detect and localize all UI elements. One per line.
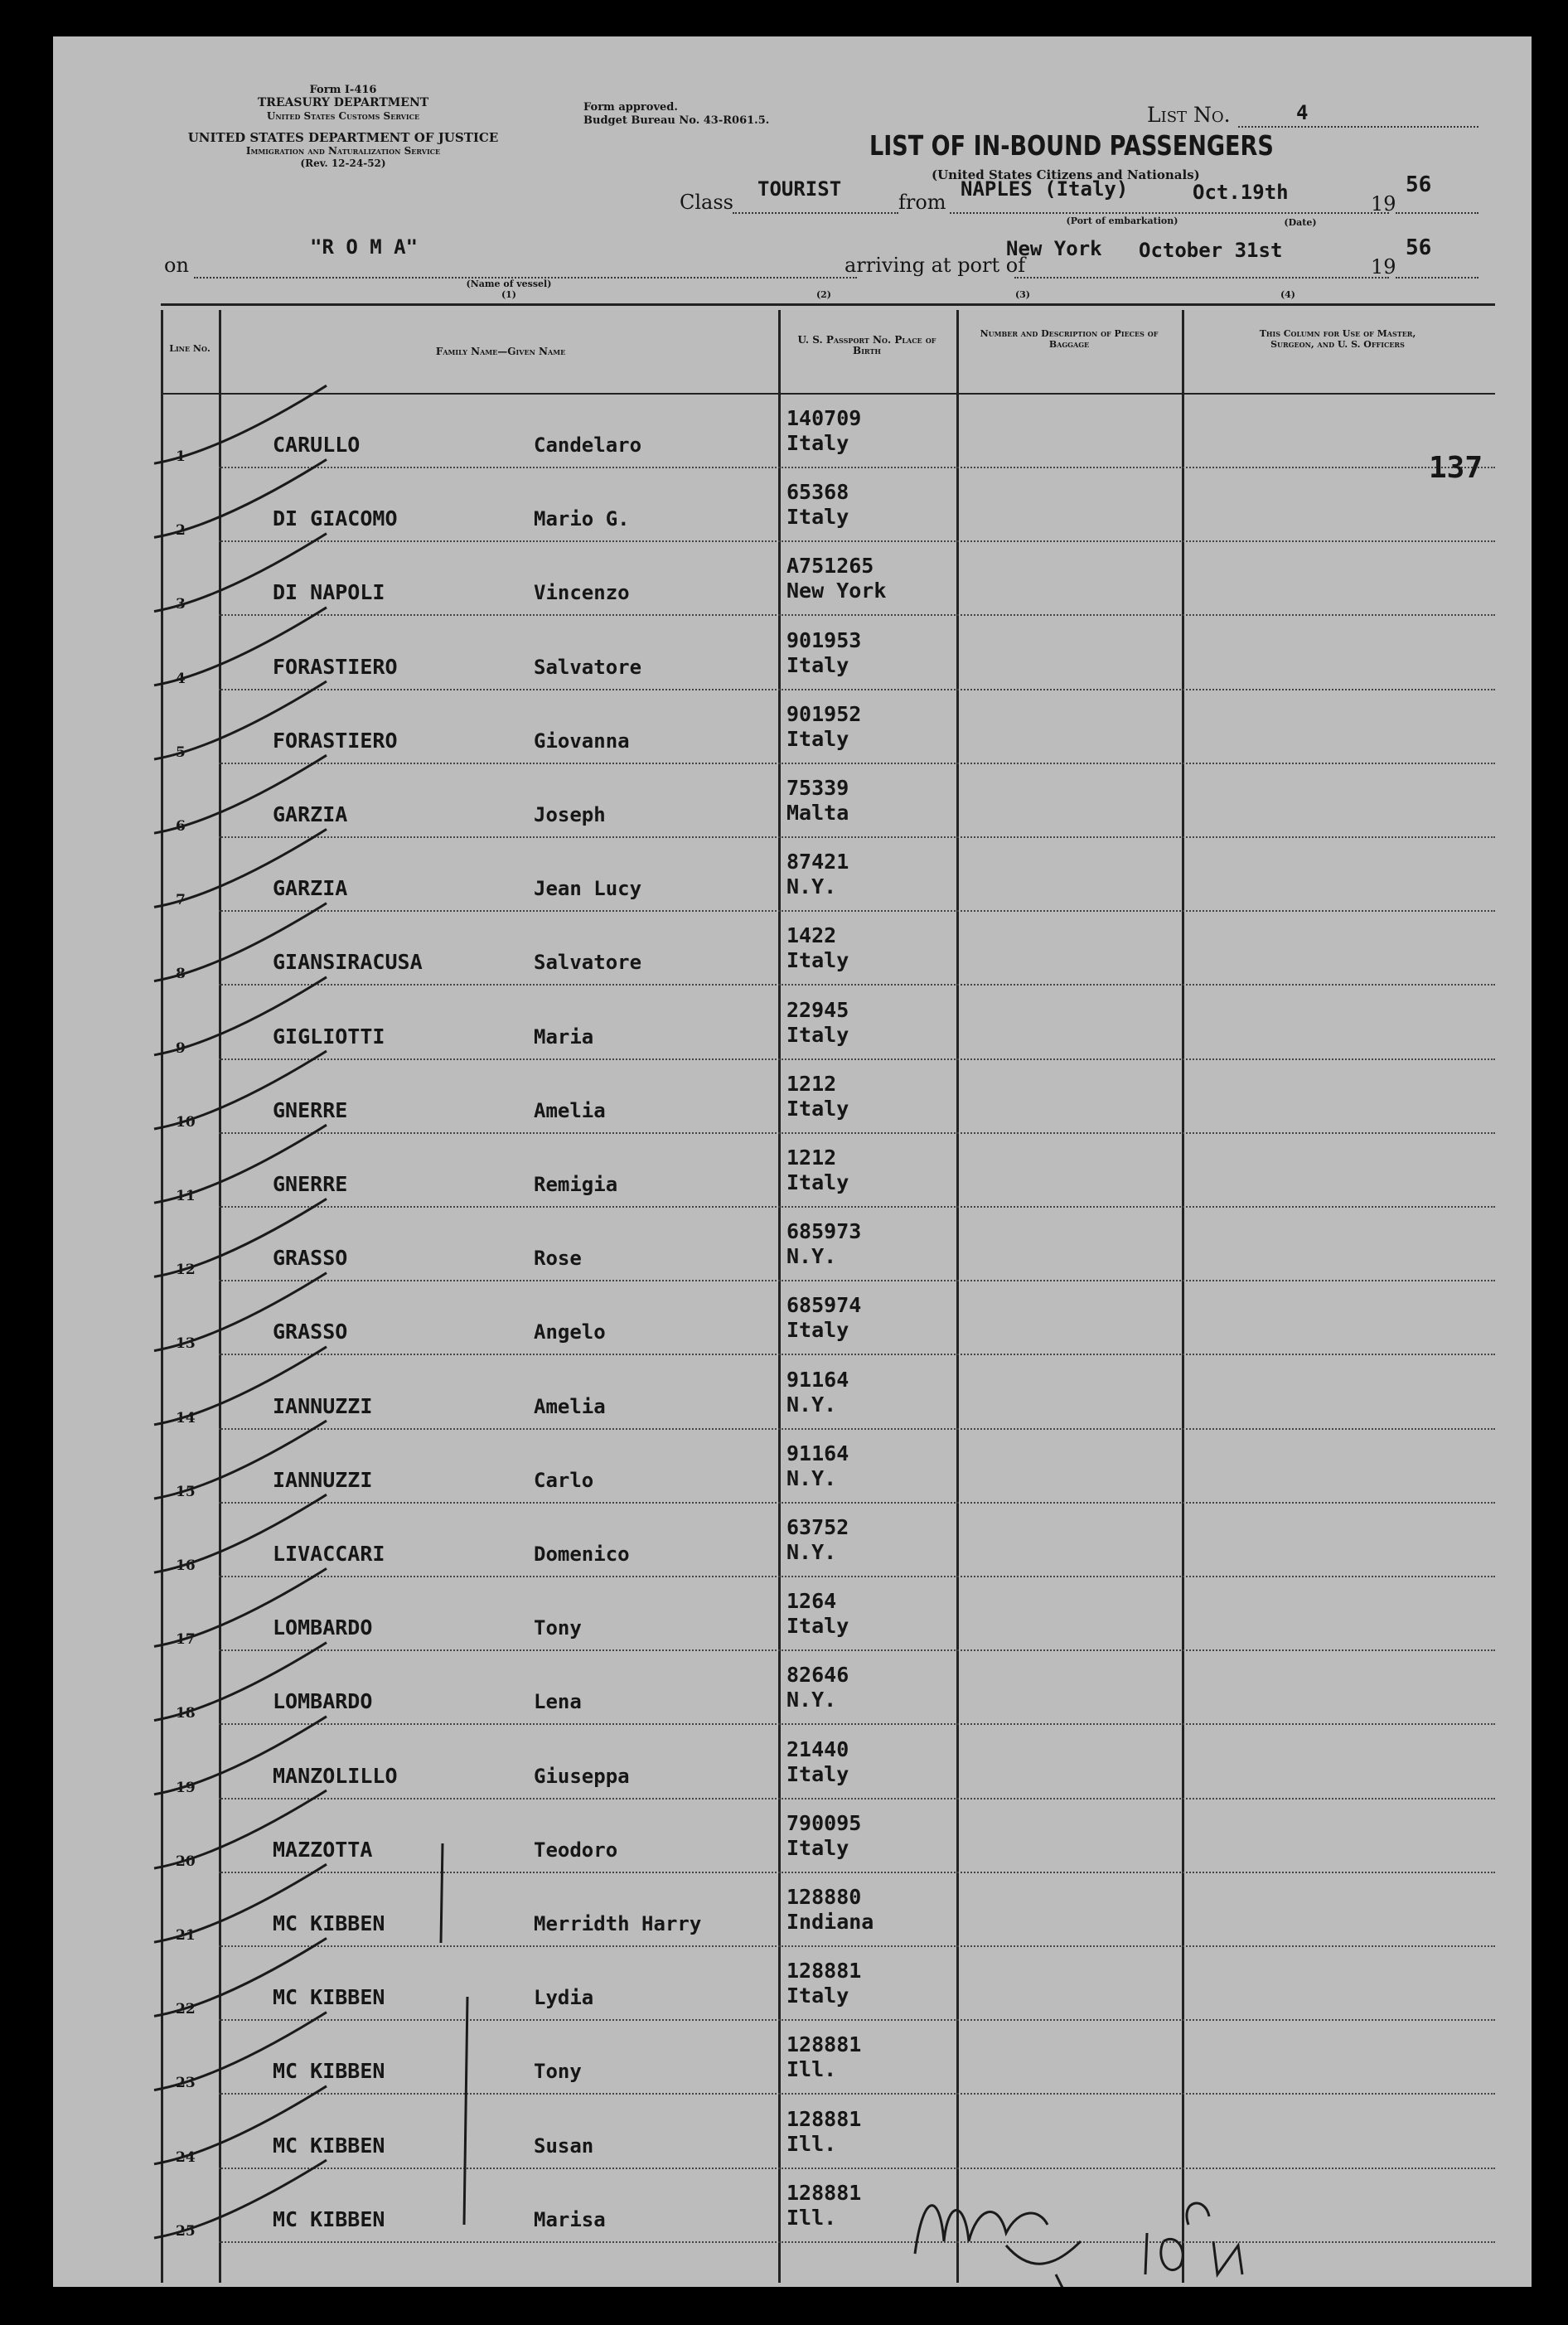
passenger-row <box>161 1208 1495 1281</box>
line-number: 25 <box>176 2222 196 2240</box>
baggage-cell <box>958 395 1180 468</box>
given-name: Tony <box>534 1616 582 1640</box>
given-name: Maria <box>534 1024 594 1049</box>
header-line-no: Line No. <box>169 343 211 354</box>
baggage-cell <box>958 764 1180 838</box>
baggage-cell <box>958 1726 1180 1799</box>
line-number: 24 <box>176 2148 196 2166</box>
passport-number: 901953 <box>786 627 862 652</box>
family-name: GNERRE <box>273 1172 348 1196</box>
place-of-birth: N.Y. <box>786 1392 837 1417</box>
place-of-birth: Italy <box>786 431 849 455</box>
year-2: 56 <box>1406 235 1432 260</box>
passport-number: 21440 <box>786 1736 849 1761</box>
baggage-cell <box>958 1430 1180 1504</box>
page-subtitle: (United States Citizens and Nationals) <box>932 167 1200 182</box>
year-1: 56 <box>1406 172 1432 197</box>
baggage-cell <box>958 1577 1180 1651</box>
justice-heading: UNITED STATES DEPARTMENT OF JUSTICE <box>187 130 499 145</box>
family-name: IANNUZZI <box>273 1467 373 1492</box>
year-line-1 <box>1396 212 1478 214</box>
table-top-rule <box>161 303 1495 306</box>
line-number: 1 <box>176 448 186 465</box>
passport-number: 91164 <box>786 1367 849 1392</box>
given-name: Joseph <box>534 803 606 826</box>
line-number: 12 <box>176 1262 196 1279</box>
passenger-row <box>161 1060 1495 1134</box>
family-name: FORASTIERO <box>273 728 398 753</box>
treasury-heading: TREASURY DEPARTMENT <box>257 96 429 109</box>
passport-number: 63752 <box>786 1515 849 1539</box>
line-number: 15 <box>176 1483 196 1500</box>
year-prefix-2: 19 <box>1371 255 1396 279</box>
on-label: on <box>164 254 189 277</box>
passenger-row <box>161 1726 1495 1799</box>
family-name: GARZIA <box>273 802 348 826</box>
place-of-birth: Italy <box>786 1170 849 1194</box>
place-of-birth: Italy <box>786 1984 849 2008</box>
passenger-row <box>161 1281 1495 1355</box>
class-label: Class <box>680 191 733 214</box>
line-number: 20 <box>176 1853 196 1870</box>
given-name: Susan <box>534 2134 594 2158</box>
arriving-label: arriving at port of <box>844 254 1026 277</box>
given-name: Candelaro <box>534 434 642 457</box>
passport-number: 128881 <box>786 1959 862 1984</box>
year-line-2 <box>1396 277 1478 279</box>
passport-number: 82646 <box>786 1663 849 1688</box>
form-approved: Form approved. <box>583 101 678 114</box>
passport-number: 75339 <box>786 776 849 800</box>
place-of-birth: Malta <box>786 801 849 825</box>
given-name: Domenico <box>534 1543 630 1566</box>
given-name: Marisa <box>534 2207 606 2231</box>
passport-number: 128881 <box>786 2032 862 2057</box>
baggage-cell <box>958 1799 1180 1873</box>
baggage-cell <box>958 1947 1180 2021</box>
line-number: 13 <box>176 1335 196 1353</box>
passport-number: 140709 <box>786 406 862 430</box>
line-number: 19 <box>176 1779 196 1796</box>
given-name: Rose <box>534 1247 582 1271</box>
baggage-cell <box>958 1504 1180 1577</box>
date-caption: (Date) <box>1284 217 1317 228</box>
manifest-sheet <box>53 36 1532 2287</box>
family-name: LOMBARDO <box>273 1689 373 1714</box>
passenger-row <box>161 1356 1495 1430</box>
budget-bureau: Budget Bureau No. 43-R061.5. <box>583 114 770 127</box>
passenger-row <box>161 764 1495 838</box>
line-number: 22 <box>176 2001 196 2018</box>
passport-number: 128881 <box>786 2180 862 2205</box>
given-name: Salvatore <box>534 951 642 975</box>
passport-number: 1212 <box>786 1071 837 1096</box>
embarkation-date: Oct.19th <box>1193 181 1289 204</box>
place-of-birth: Italy <box>786 505 849 530</box>
place-of-birth: Italy <box>786 726 849 751</box>
baggage-cell <box>958 468 1180 542</box>
family-name: DI GIACOMO <box>273 506 398 531</box>
passenger-row <box>161 690 1495 764</box>
baggage-cell <box>958 1651 1180 1725</box>
header-family-given-name: Family Name—Given Name <box>435 346 566 357</box>
passenger-row <box>161 2021 1495 2095</box>
baggage-cell <box>958 690 1180 764</box>
baggage-cell <box>958 1356 1180 1430</box>
port-embarkation-caption: (Port of embarkation) <box>1066 216 1178 226</box>
baggage-cell <box>958 1281 1180 1355</box>
passenger-row <box>161 1504 1495 1577</box>
passenger-row <box>161 986 1495 1060</box>
line-number: 23 <box>176 2075 196 2092</box>
class-line <box>733 212 898 214</box>
list-no-label: List No. <box>1147 103 1231 127</box>
port-of-embarkation: NAPLES (Italy) <box>961 177 1129 201</box>
class-value: TOURIST <box>757 177 842 201</box>
baggage-cell <box>958 2169 1180 2243</box>
place-of-birth: Italy <box>786 948 849 973</box>
given-name: Amelia <box>534 1394 606 1418</box>
baggage-cell <box>958 617 1180 690</box>
family-name: LOMBARDO <box>273 1615 373 1640</box>
family-name: DI NAPOLI <box>273 580 385 605</box>
from-line <box>950 212 1389 214</box>
family-name: MC KIBBEN <box>273 1985 385 2010</box>
given-name: Mario G. <box>534 507 630 531</box>
place-of-birth: New York <box>786 579 887 603</box>
family-name: FORASTIERO <box>273 654 398 679</box>
passenger-row <box>161 2095 1495 2169</box>
line-number: 16 <box>176 1557 196 1574</box>
family-name: GRASSO <box>273 1320 348 1344</box>
revision: (Rev. 12-24-52) <box>300 157 386 169</box>
given-name: Vincenzo <box>534 581 630 605</box>
baggage-cell <box>958 838 1180 912</box>
place-of-birth: N.Y. <box>786 1465 837 1490</box>
place-of-birth: Italy <box>786 1761 849 1786</box>
given-name: Tony <box>534 2060 582 2084</box>
passenger-row <box>161 1651 1495 1725</box>
page-title: LIST OF IN-BOUND PASSENGERS <box>869 129 1274 162</box>
line-number: 21 <box>176 1927 196 1944</box>
family-name: MC KIBBEN <box>273 2059 385 2084</box>
passport-number: 1212 <box>786 1146 837 1170</box>
vessel-name: "R O M A" <box>310 235 419 259</box>
place-of-birth: N.Y. <box>786 1540 837 1564</box>
given-name: Remigia <box>534 1173 618 1196</box>
form-number: Form I-416 <box>309 84 377 96</box>
place-of-birth: N.Y. <box>786 1244 837 1269</box>
line-number: 5 <box>176 744 186 761</box>
family-name: IANNUZZI <box>273 1393 373 1418</box>
passenger-row <box>161 617 1495 690</box>
passenger-table <box>161 310 1495 2283</box>
place-of-birth: Italy <box>786 1022 849 1047</box>
passport-number: 1422 <box>786 923 837 948</box>
line-number: 9 <box>176 1039 186 1057</box>
passenger-row <box>161 542 1495 616</box>
passenger-row <box>161 2169 1495 2243</box>
header-passport-birthplace: U. S. Passport No. Place of Birth <box>797 334 936 356</box>
officer-count-note: 137 <box>1429 451 1483 485</box>
passenger-row <box>161 1947 1495 2021</box>
place-of-birth: Italy <box>786 1835 849 1860</box>
place-of-birth: Italy <box>786 652 849 677</box>
column-3-caption: (3) <box>1014 289 1031 300</box>
passport-number: 685973 <box>786 1219 862 1244</box>
passenger-row <box>161 468 1495 542</box>
passport-number: 685974 <box>786 1293 862 1318</box>
given-name: Amelia <box>534 1098 606 1122</box>
given-name: Lena <box>534 1690 582 1714</box>
passenger-row <box>161 912 1495 986</box>
column-2-caption: (2) <box>815 289 832 300</box>
family-name: MAZZOTTA <box>273 1837 373 1862</box>
place-of-birth: Ill. <box>786 2057 837 2082</box>
place-of-birth: Ill. <box>786 2131 837 2156</box>
from-label: from <box>898 191 946 214</box>
place-of-birth: Italy <box>786 1318 849 1343</box>
list-no-line <box>1238 126 1478 128</box>
passport-number: 790095 <box>786 1810 862 1835</box>
given-name: Lydia <box>534 1986 594 2010</box>
family-name: CARULLO <box>273 433 361 457</box>
given-name: Teodoro <box>534 1838 618 1862</box>
place-of-birth: N.Y. <box>786 874 837 899</box>
line-number: 2 <box>176 522 186 540</box>
family-name: MC KIBBEN <box>273 2206 385 2231</box>
family-name: GRASSO <box>273 1246 348 1271</box>
line-number: 17 <box>176 1631 196 1649</box>
given-name: Salvatore <box>534 655 642 679</box>
given-name: Giovanna <box>534 729 630 753</box>
passenger-row <box>161 838 1495 912</box>
baggage-cell <box>958 2021 1180 2095</box>
passenger-row <box>161 395 1495 468</box>
column-4-caption: (4) <box>1280 289 1296 300</box>
baggage-cell <box>958 912 1180 986</box>
given-name: Giuseppa <box>534 1764 630 1788</box>
passport-number: 91164 <box>786 1441 849 1465</box>
passenger-row <box>161 1134 1495 1208</box>
family-name: GIGLIOTTI <box>273 1024 385 1049</box>
place-of-birth: Indiana <box>786 1910 874 1934</box>
line-number: 11 <box>176 1188 196 1204</box>
year-prefix-1: 19 <box>1371 192 1396 216</box>
line-number: 14 <box>176 1409 196 1426</box>
family-name: GNERRE <box>273 1097 348 1122</box>
passport-number: 128880 <box>786 1885 862 1909</box>
baggage-cell <box>958 1134 1180 1208</box>
given-name: Carlo <box>534 1468 594 1492</box>
baggage-cell <box>958 1060 1180 1134</box>
baggage-cell <box>958 1873 1180 1947</box>
line-number: 10 <box>176 1113 196 1131</box>
passport-number: 1264 <box>786 1589 837 1614</box>
list-no-value: 4 <box>1296 101 1309 124</box>
baggage-cell <box>958 542 1180 616</box>
place-of-birth: Ill. <box>786 2205 837 2230</box>
arrival-port: New York <box>1006 237 1102 260</box>
line-number: 18 <box>176 1705 196 1722</box>
baggage-cell <box>958 2095 1180 2169</box>
row-rule <box>219 2241 1495 2243</box>
passport-number: 22945 <box>786 997 849 1022</box>
vessel-caption-number: (1) <box>501 289 517 300</box>
arrival-line <box>1014 277 1389 279</box>
passport-number: 65368 <box>786 480 849 505</box>
passport-number: A751265 <box>786 554 874 579</box>
line-number: 6 <box>176 818 186 835</box>
given-name: Angelo <box>534 1320 606 1344</box>
family-name: MANZOLILLO <box>273 1763 398 1788</box>
arrival-date: October 31st <box>1139 239 1283 262</box>
family-name: GIANSIRACUSA <box>273 950 423 975</box>
family-name: MC KIBBEN <box>273 1911 385 1935</box>
line-number: 8 <box>176 966 186 983</box>
line-number: 7 <box>176 892 186 909</box>
passenger-row <box>161 1799 1495 1873</box>
line-number: 3 <box>176 596 186 613</box>
passenger-row <box>161 1430 1495 1504</box>
given-name: Merridth Harry <box>534 1912 702 1935</box>
baggage-cell <box>958 1208 1180 1281</box>
header-baggage: Number and Description of Pieces of Baggage <box>980 328 1159 350</box>
place-of-birth: Italy <box>786 1096 849 1121</box>
customs-heading: United States Customs Service <box>266 110 420 122</box>
line-number: 4 <box>176 670 186 687</box>
family-name: GARZIA <box>273 876 348 901</box>
vessel-caption: (Name of vessel) <box>466 279 552 289</box>
family-name: MC KIBBEN <box>273 2133 385 2158</box>
place-of-birth: N.Y. <box>786 1688 837 1712</box>
passenger-row <box>161 1577 1495 1651</box>
passenger-row <box>161 1873 1495 1947</box>
family-name: LIVACCARI <box>273 1542 385 1566</box>
given-name: Jean Lucy <box>534 877 642 901</box>
passport-number: 128881 <box>786 2106 862 2131</box>
passport-number: 901952 <box>786 701 862 726</box>
place-of-birth: Italy <box>786 1614 849 1639</box>
baggage-cell <box>958 986 1180 1060</box>
ins-heading: Immigration and Naturalization Service <box>245 145 441 157</box>
passport-number: 87421 <box>786 850 849 874</box>
header-officers: This Column for Use of Master, Surgeon, and U. S. Officers <box>1259 328 1416 350</box>
